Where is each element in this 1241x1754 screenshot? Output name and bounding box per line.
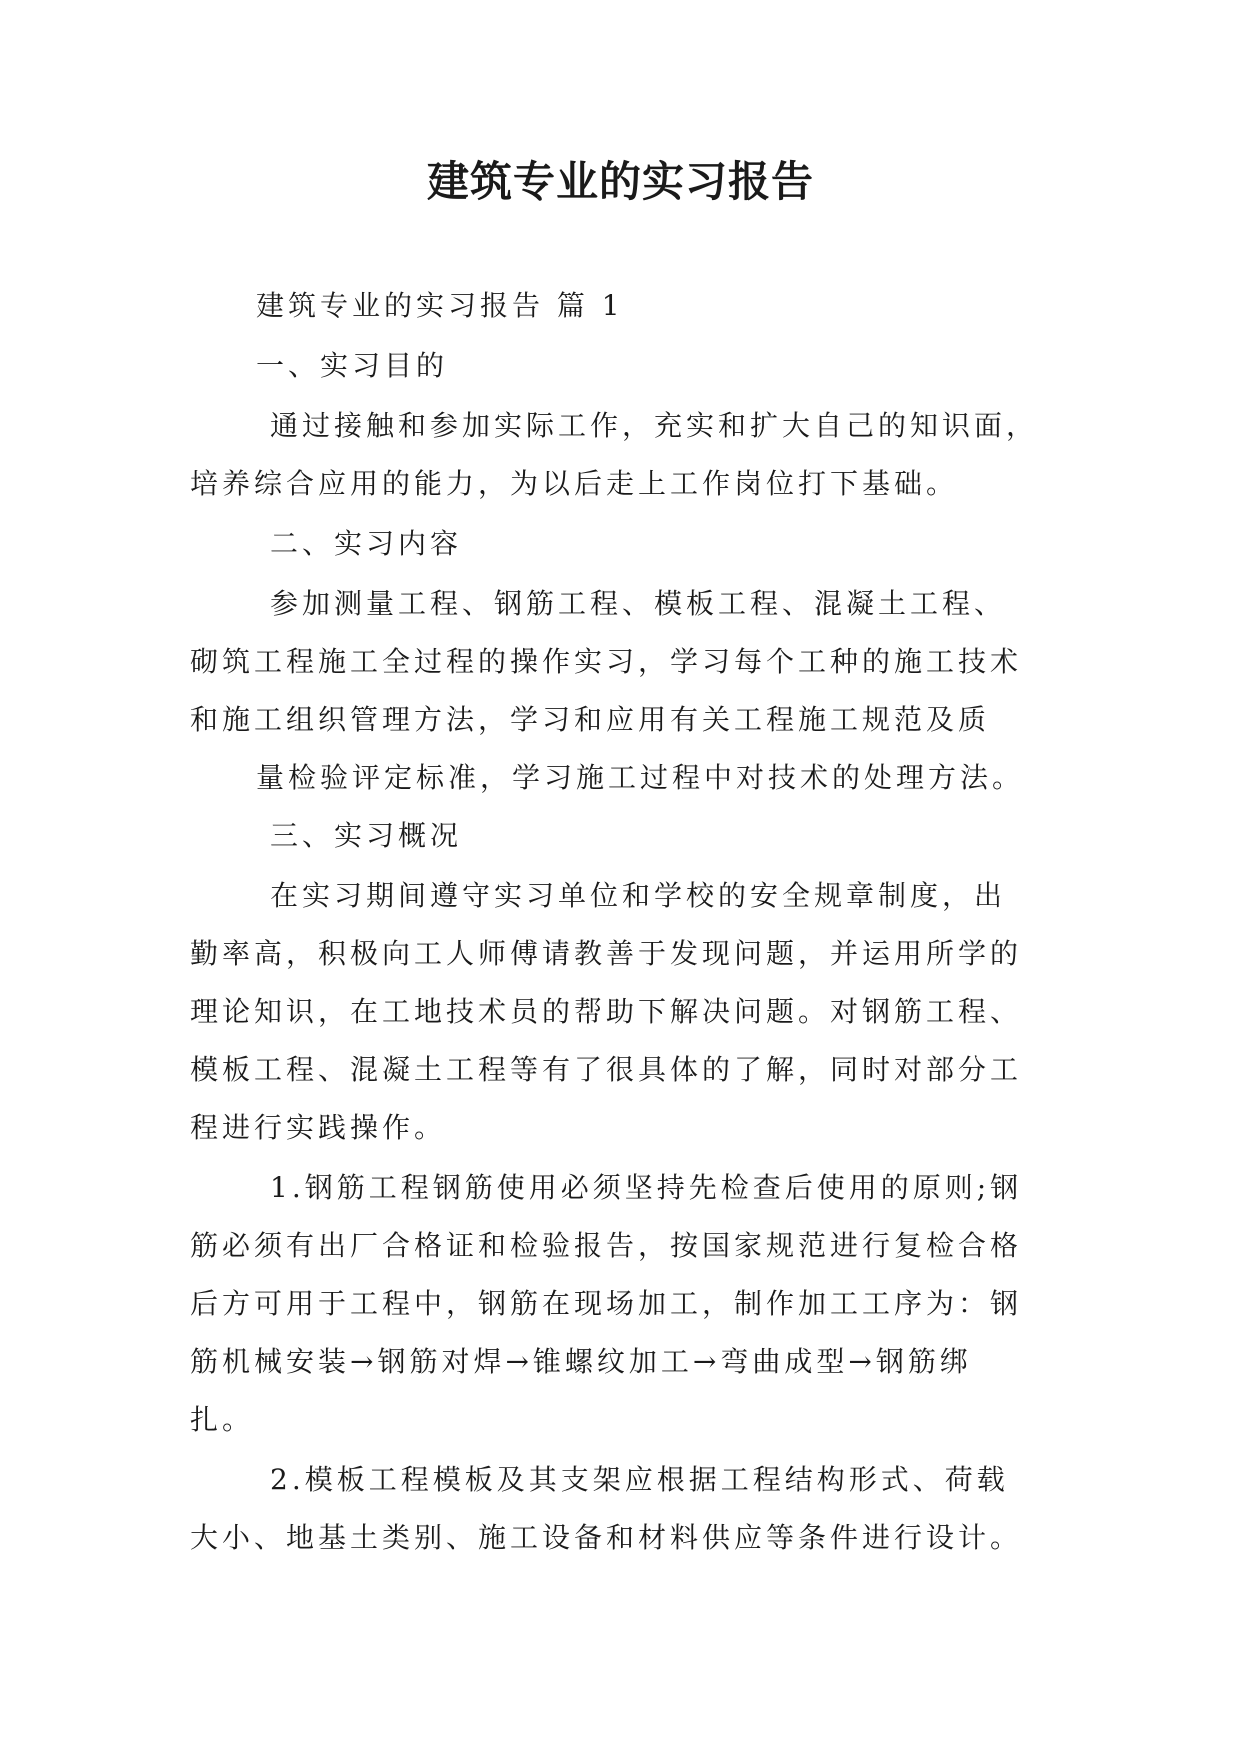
paragraph-line: 培养综合应用的能力，为以后走上工作岗位打下基础。	[190, 467, 959, 500]
paragraph-line: 理论知识，在工地技术员的帮助下解决问题。对钢筋工程、	[190, 995, 1023, 1028]
section-heading: 一、实习目的	[256, 349, 449, 382]
paragraph-line: 砌筑工程施工全过程的操作实习，学习每个工种的施工技术	[190, 645, 1023, 678]
section-heading: 二、实习内容	[270, 527, 463, 560]
paragraph-line: 2.模板工程模板及其支架应根据工程结构形式、荷载	[270, 1463, 1009, 1496]
paragraph-line: 勤率高，积极向工人师傅请教善于发现问题，并运用所学的	[190, 937, 1023, 970]
paragraph-line: 和施工组织管理方法，学习和应用有关工程施工规范及质	[190, 703, 991, 736]
paragraph-line: 模板工程、混凝土工程等有了很具体的了解，同时对部分工	[190, 1053, 1023, 1086]
paragraph-line: 后方可用于工程中，钢筋在现场加工，制作加工工序为：钢	[190, 1287, 1023, 1320]
document-title: 建筑专业的实习报告	[426, 157, 814, 206]
section-heading: 三、实习概况	[270, 819, 463, 852]
paragraph-line: 筋必须有出厂合格证和检验报告，按国家规范进行复检合格	[190, 1229, 1023, 1262]
paragraph-line: 扎。	[190, 1403, 255, 1436]
paragraph-line: 1.钢筋工程钢筋使用必须坚持先检查后使用的原则;钢	[270, 1171, 1023, 1204]
paragraph-line: 程进行实践操作。	[190, 1111, 447, 1144]
paragraph-line: 通过接触和参加实际工作，充实和扩大自己的知识面，	[270, 409, 1039, 442]
section-heading: 建筑专业的实习报告 篇 1	[256, 289, 624, 322]
paragraph-line: 大小、地基土类别、施工设备和材料供应等条件进行设计。	[190, 1521, 1023, 1554]
paragraph-line: 筋机械安装→钢筋对焊→锥螺纹加工→弯曲成型→钢筋绑	[190, 1345, 972, 1378]
paragraph-line: 参加测量工程、钢筋工程、模板工程、混凝土工程、	[270, 587, 1007, 620]
paragraph-line: 在实习期间遵守实习单位和学校的安全规章制度，出	[270, 879, 1007, 912]
paragraph-line: 量检验评定标准，学习施工过程中对技术的处理方法。	[256, 761, 1025, 794]
